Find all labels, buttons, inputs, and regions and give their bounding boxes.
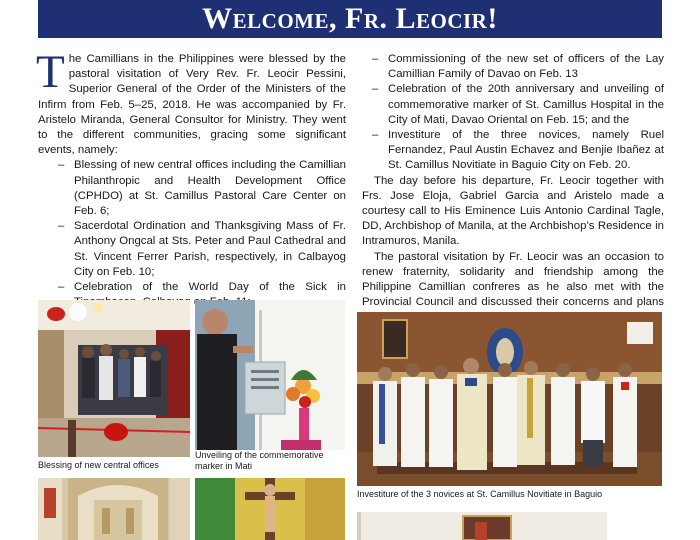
event-list-right — [374, 52, 664, 174]
page-title: Welcome, Fr. Leocir! — [202, 2, 498, 35]
intro-paragraph — [36, 46, 346, 158]
body-paragraph: The day before his departure, Fr. Leocir together with Frs. Jose Eloja, Gabriel Garcia and Aristelo made a courtesy call to His Eminence Luis Antonio Cardinal Tagle, DD, Archbishop of Manila, at the Archbishop’s Residence in Intramuros, Manila. — [362, 174, 664, 248]
list-item: – Celebration of the 20th anniversary and unveiling of commemorative marker of St. Camillus Hospital in the City of Mati, Davao Oriental on Feb. 15; and the — [374, 82, 664, 128]
list-item: – Investiture of the three novices, namely Ruel Fernandez, Paul Austin Echavez and Benjie Ibañez at St. Camillus Novitiate in Baguio City on Feb. 20. — [374, 128, 664, 174]
title-banner — [38, 0, 662, 38]
list-item: – Commissioning of the new set of officers of the Lay Camillian Family of Davao on Feb. 13 — [374, 52, 664, 82]
article-column-right — [362, 52, 664, 326]
list-item: – Celebration of the World Day of the Sick in — [60, 280, 346, 310]
caption-investiture: Investiture of the 3 novices at St. Camillus Novitiate in Baguio — [357, 489, 603, 499]
unveiling-photo — [195, 300, 345, 450]
intro-text: he Camillians in the Philippines were blessed by the pastoral visitation of Very Rev. Fr. Leocir Pessini, Superior General of the Order of the Ministers of the Infirm from Feb. 5–25, 2018. He was accompanied by Fr. Aristelo Miranda, General Consultor for Ministry. They went to the different communities, gracing some significant events, namely: — [38, 53, 346, 157]
caption-blessing: Blessing of new central offices — [38, 460, 159, 470]
drop-cap: T — [36, 46, 65, 98]
caption-unveiling: Unveiling of the commemorative marker in Mati — [195, 450, 324, 471]
crucifix-photo — [195, 478, 345, 540]
blessing-photo — [38, 300, 190, 457]
article-column-left — [36, 46, 346, 310]
investiture-photo — [357, 312, 662, 486]
church-altar-photo — [38, 478, 190, 540]
list-item: – Sacerdotal Ordination and Thanksgiving Mass of Fr. Anthony Ongcal at Sts. Peter and Paul Cathedral and St. Vincent Ferrer Parish, respectively, in Calbayog City on Feb. 10; — [60, 219, 346, 280]
residence-photo — [357, 512, 607, 540]
list-item: – Blessing of new central offices including the Camillian Philanthropic and Health Development Office (CPHDO) at St. Camillus Pastoral Care Center on Feb. 6; — [60, 158, 346, 219]
body-paragraph: The pastoral visitation by Fr. Leocir was an occasion to renew fraternity, solidarity and friendship among the Philippine Camillian confreres as he also met with the Provincial Council and discussed their concerns and plans — [362, 250, 664, 309]
event-list-left — [60, 158, 346, 310]
